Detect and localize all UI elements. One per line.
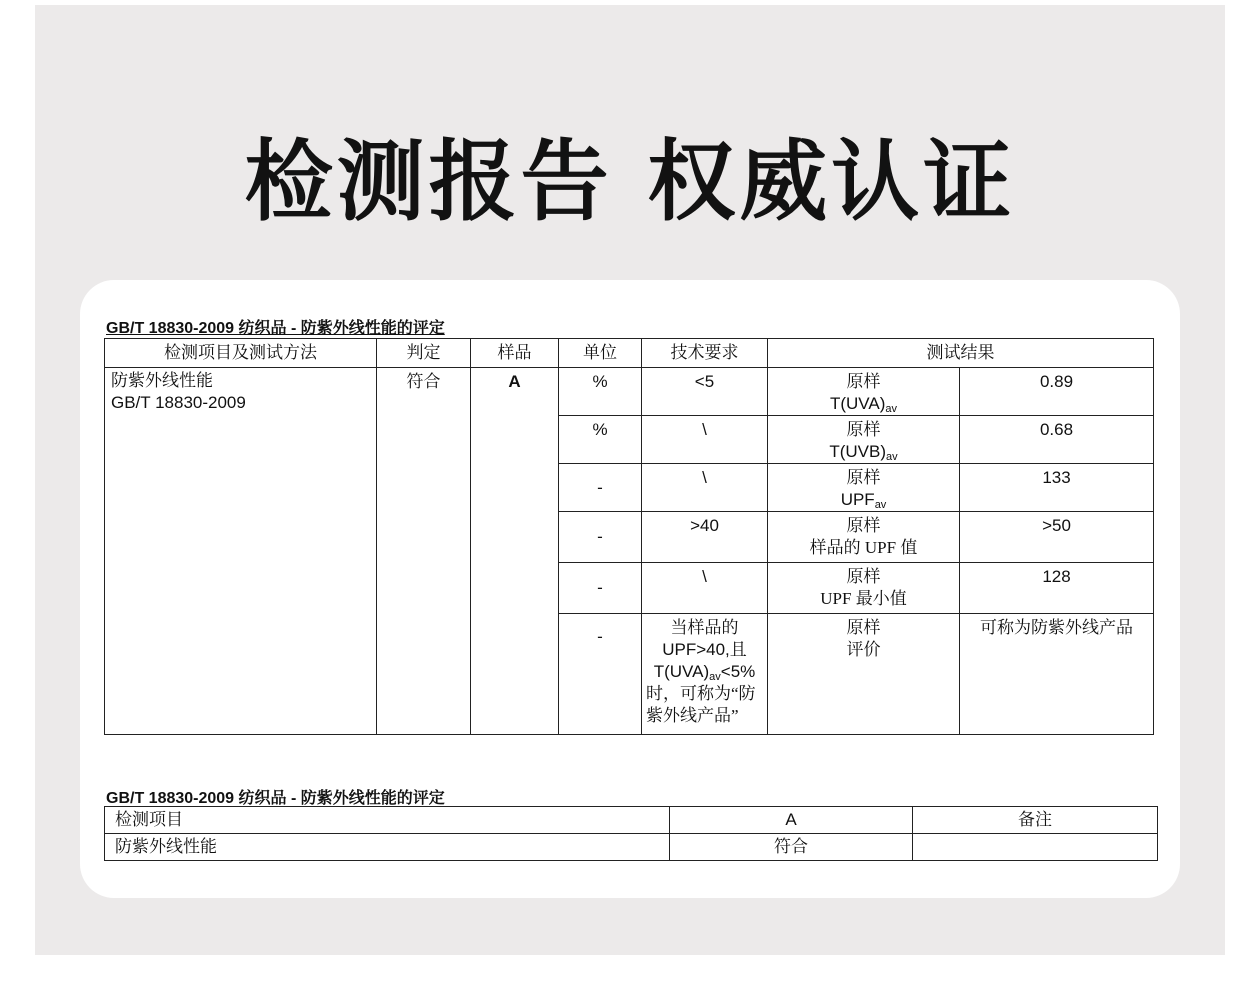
requirement-cell: \ bbox=[642, 416, 768, 464]
report2-table bbox=[104, 806, 1158, 861]
parameter-label bbox=[768, 588, 959, 610]
header-sample: A bbox=[670, 807, 913, 834]
condition-cell bbox=[768, 368, 960, 416]
parameter-sub: av bbox=[886, 451, 898, 463]
condition-label: 原样 bbox=[846, 420, 881, 439]
unit-cell: - bbox=[559, 614, 642, 735]
header-item: 检测项目 bbox=[105, 807, 670, 834]
requirement-line: 紫外线产品” bbox=[646, 706, 739, 725]
parameter-text: T(UVB) bbox=[829, 442, 887, 461]
condition-label: 原样 bbox=[846, 372, 881, 391]
requirement-cell: \ bbox=[642, 563, 768, 614]
unit-cell: % bbox=[559, 368, 642, 416]
remark-cell bbox=[913, 834, 1158, 861]
value-cell: 0.68 bbox=[960, 416, 1154, 464]
report1-title: GB/T 18830-2009 纺织品 - 防紫外线性能的评定 bbox=[106, 320, 445, 337]
condition-cell bbox=[768, 416, 960, 464]
condition-label: 原样 bbox=[846, 567, 881, 586]
value-cell: 128 bbox=[960, 563, 1154, 614]
header-unit: 单位 bbox=[559, 339, 642, 368]
header-item: 检测项目及测试方法 bbox=[105, 339, 377, 368]
unit-cell: - bbox=[559, 512, 642, 563]
sample-cell: A bbox=[471, 368, 559, 735]
page-headline: 检测报告 权威认证 bbox=[244, 130, 1016, 233]
condition-label: 原样 bbox=[846, 618, 881, 637]
parameter-label bbox=[768, 489, 959, 511]
item-method: GB/T 18830-2009 bbox=[111, 393, 246, 412]
parameter-label bbox=[768, 441, 959, 463]
unit-cell: % bbox=[559, 416, 642, 464]
report2-title: GB/T 18830-2009 纺织品 - 防紫外线性能的评定 bbox=[106, 790, 445, 807]
table-row bbox=[105, 368, 1154, 416]
table-row bbox=[105, 834, 1158, 861]
requirement-line: 时，可称为“防 bbox=[646, 684, 756, 703]
parameter-label bbox=[768, 393, 959, 415]
item-cell: 防紫外线性能 bbox=[105, 834, 670, 861]
condition-cell bbox=[768, 614, 960, 735]
judgement-cell: 符合 bbox=[377, 368, 471, 735]
requirement-text: T(UVA) bbox=[653, 662, 710, 681]
requirement-line: UPF>40,且 bbox=[662, 640, 747, 659]
condition-label: 原样 bbox=[846, 468, 881, 487]
item-cell bbox=[105, 368, 377, 735]
parameter-text: UPF bbox=[840, 490, 875, 509]
unit-cell: - bbox=[559, 464, 642, 512]
table-header-row bbox=[105, 807, 1158, 834]
requirement-text: <5% bbox=[720, 662, 756, 681]
requirement-cell: \ bbox=[642, 464, 768, 512]
report1-table bbox=[104, 338, 1154, 735]
header-remark: 备注 bbox=[913, 807, 1158, 834]
requirement-cell bbox=[642, 614, 768, 735]
requirement-line bbox=[642, 661, 767, 683]
value-cell: 0.89 bbox=[960, 368, 1154, 416]
value-cell: 可称为防紫外线产品 bbox=[960, 614, 1154, 735]
header-sample: 样品 bbox=[471, 339, 559, 368]
parameter-text: 样品的 UPF 值 bbox=[809, 538, 918, 557]
parameter-text: T(UVA) bbox=[829, 394, 886, 413]
table-header-row bbox=[105, 339, 1154, 368]
header-result: 测试结果 bbox=[768, 339, 1154, 368]
condition-cell bbox=[768, 464, 960, 512]
parameter-label bbox=[768, 537, 959, 559]
parameter-label: 评价 bbox=[846, 640, 881, 659]
header-requirement: 技术要求 bbox=[642, 339, 768, 368]
parameter-text: UPF 最小值 bbox=[820, 589, 907, 608]
condition-label: 原样 bbox=[846, 516, 881, 535]
requirement-line: 当样品的 bbox=[670, 618, 739, 637]
condition-cell bbox=[768, 563, 960, 614]
condition-cell bbox=[768, 512, 960, 563]
parameter-sub: av bbox=[885, 403, 898, 415]
header-judgement: 判定 bbox=[377, 339, 471, 368]
result-cell: 符合 bbox=[670, 834, 913, 861]
item-name: 防紫外线性能 bbox=[111, 371, 213, 390]
requirement-sub: av bbox=[709, 671, 721, 683]
requirement-cell: <5 bbox=[642, 368, 768, 416]
value-cell: 133 bbox=[960, 464, 1154, 512]
requirement-cell: >40 bbox=[642, 512, 768, 563]
value-cell: >50 bbox=[960, 512, 1154, 563]
unit-cell: - bbox=[559, 563, 642, 614]
parameter-sub: av bbox=[874, 499, 887, 511]
